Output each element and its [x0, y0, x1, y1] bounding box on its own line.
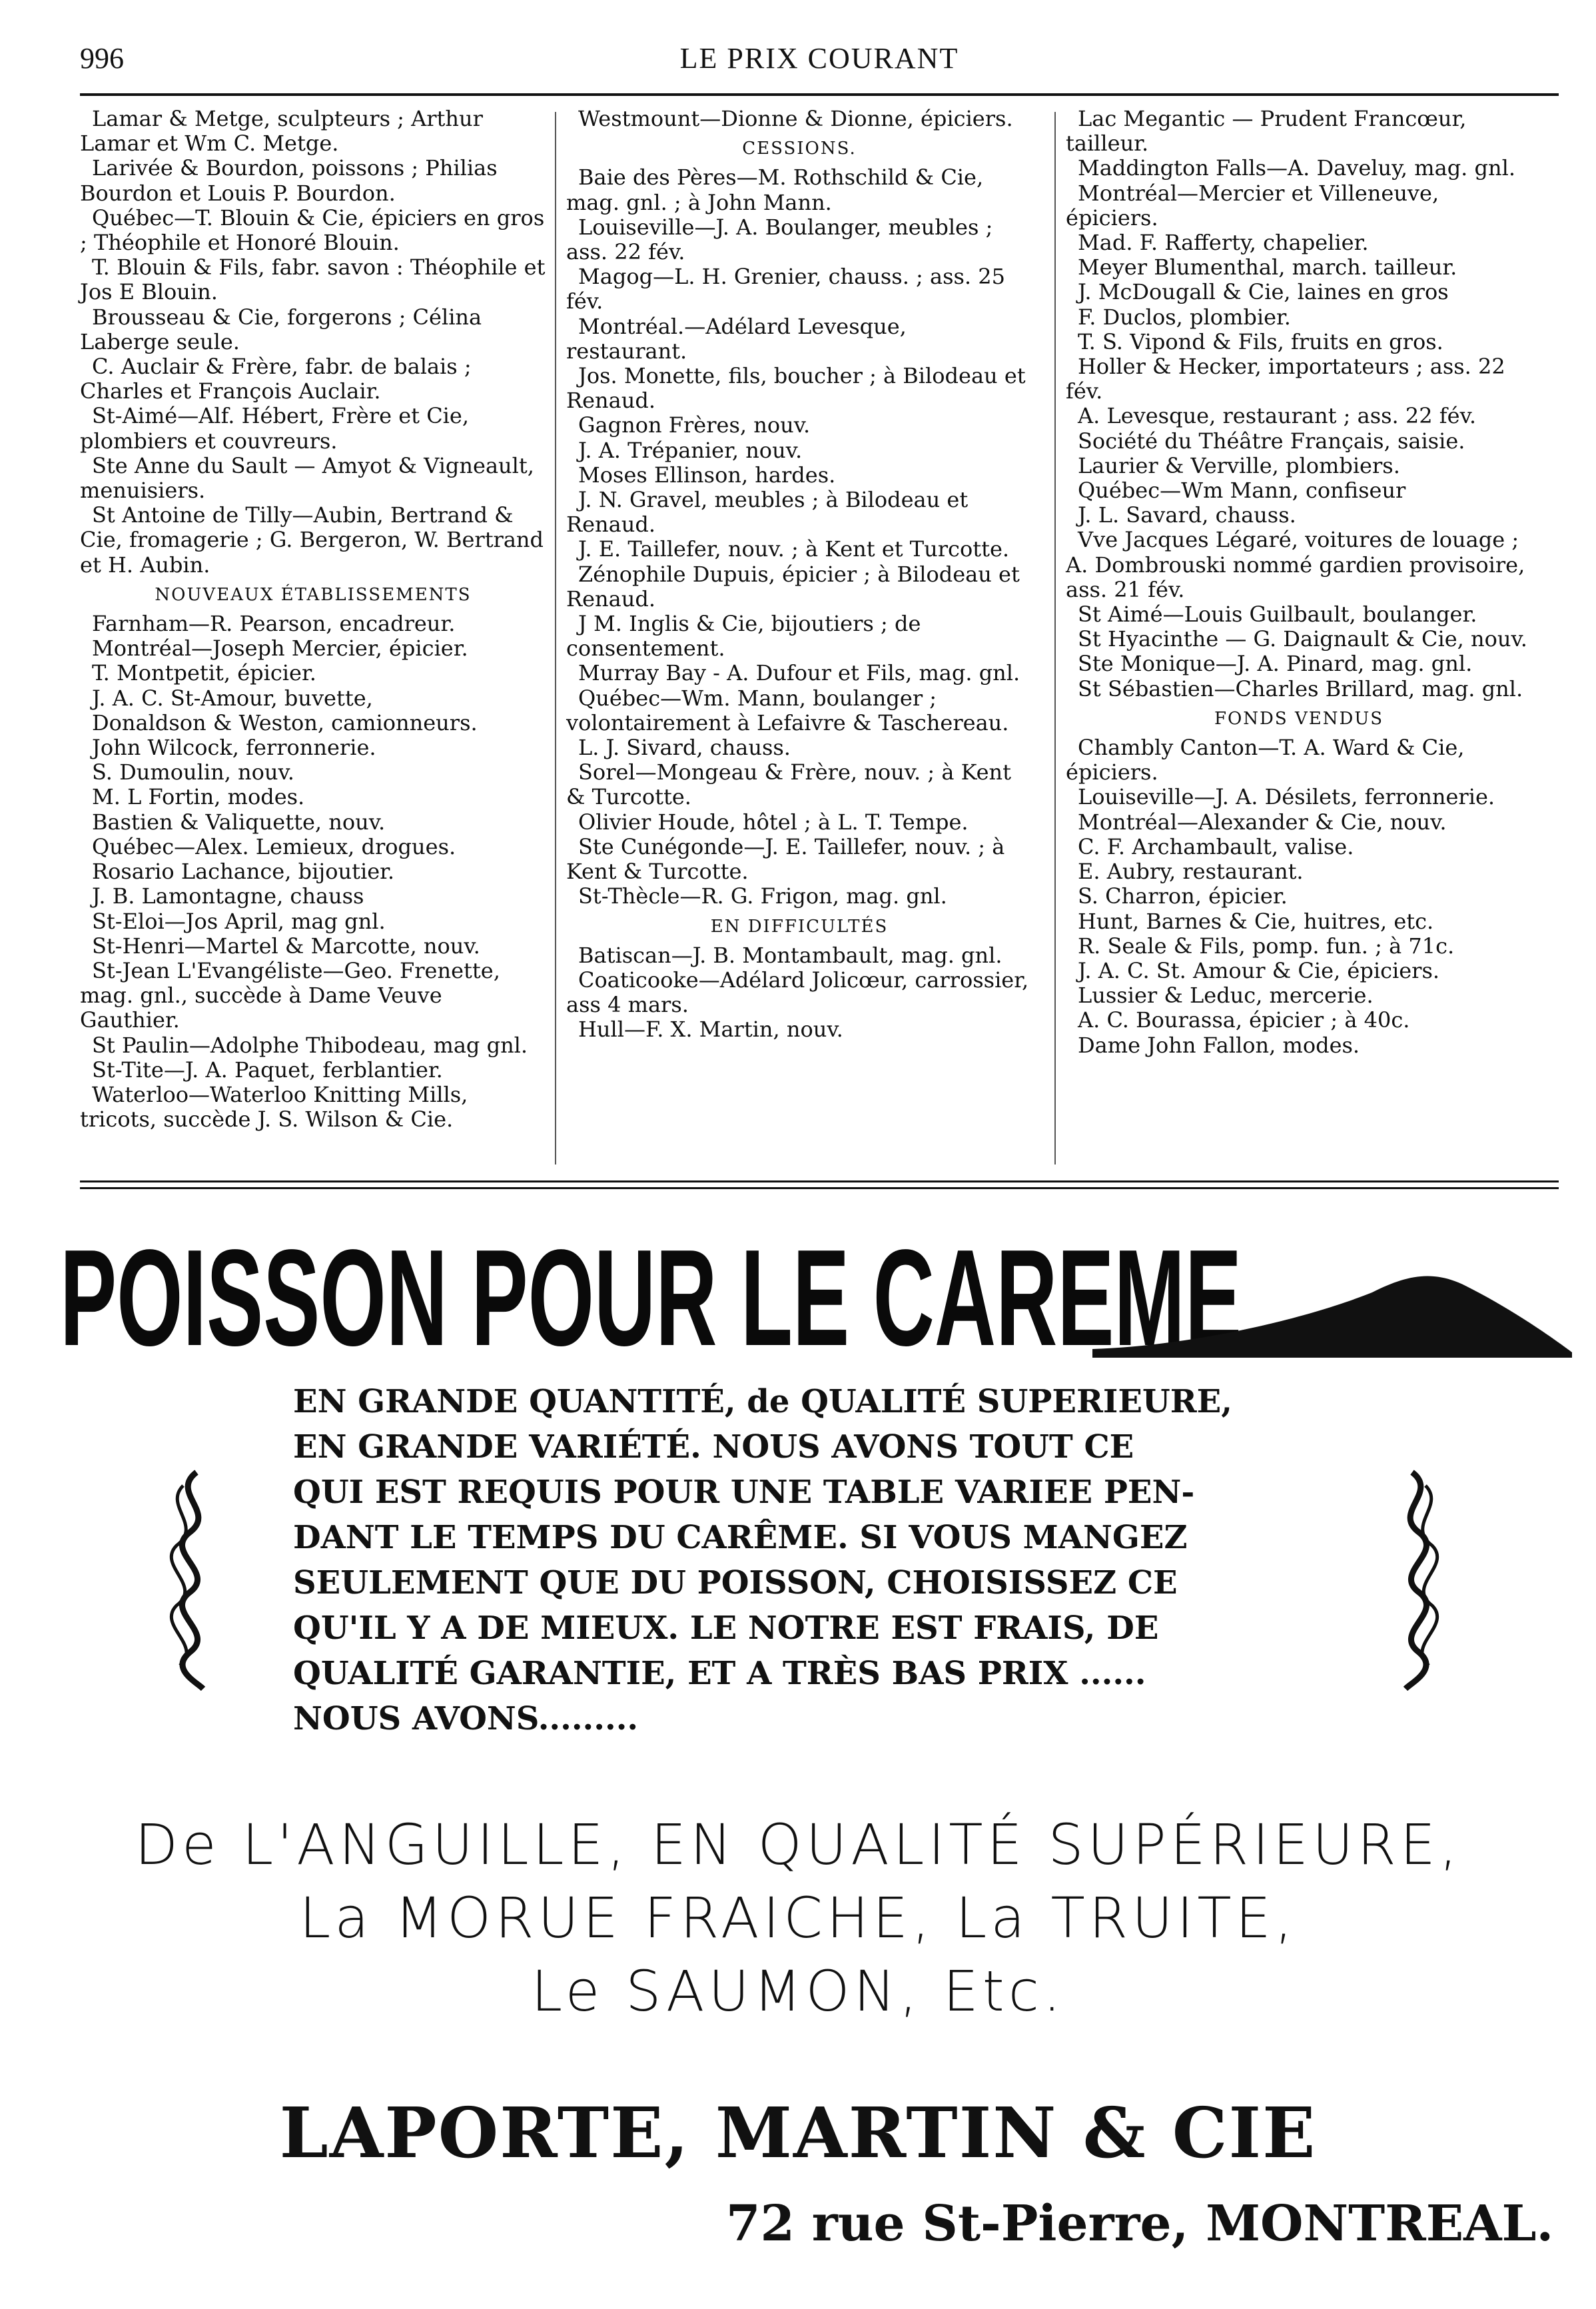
- listing-entry: S. Dumoulin, nouv.: [92, 759, 294, 785]
- listing-entry: Baie des Pères—M. Rothschild & Cie, mag. gnl. ; à John Mann.: [566, 165, 984, 215]
- listing-entry: J. A. Trépanier, nouv.: [578, 437, 803, 463]
- column-1: [80, 107, 546, 1132]
- section-heading: CESSIONS.: [742, 139, 857, 159]
- listing-entry: Hull—F. X. Martin, nouv.: [578, 1017, 843, 1043]
- section-heading: EN DIFFICULTÉS: [710, 916, 889, 937]
- listing-entry: Montréal—Alexander & Cie, nouv.: [1078, 809, 1447, 835]
- listing-entry: F. Duclos, plombier.: [1078, 304, 1291, 330]
- firm-name: LAPORTE, MARTIN & CIE: [279, 2092, 1317, 2174]
- listing-entry: St Antoine de Tilly—Aubin, Bertrand & Cie, fromagerie ; G. Bergeron, W. Bertrand et H. Aubin.: [80, 502, 544, 578]
- listing-entry: Waterloo—Waterloo Knitting Mills, tricots, succède J. S. Wilson & Cie.: [80, 1081, 468, 1133]
- listing-entry: C. F. Archambault, valise.: [1078, 833, 1354, 859]
- listing-entry: Ste Monique—J. A. Pinard, mag. gnl.: [1078, 651, 1473, 677]
- listing-entry: E. Aubry, restaurant.: [1078, 859, 1304, 885]
- advert-line: QUALITÉ GARANTIE, ET A TRÈS BAS PRIX ......: [293, 1655, 1146, 1692]
- listing-entry: Moses Ellinson, hardes.: [578, 462, 836, 488]
- listing-entry: Vve Jacques Légaré, voitures de louage ; A. Dombrouski nommé gardien provisoire, ass. 21 fév.: [1066, 527, 1525, 602]
- page-header: [80, 37, 1559, 91]
- listing-entry: Lussier & Leduc, mercerie.: [1078, 983, 1374, 1009]
- listing-entry: Gagnon Frères, nouv.: [578, 412, 811, 438]
- ornament-scroll-left: [150, 1466, 230, 1692]
- listing-entry: Larivée & Bourdon, poissons ; Philias Bourdon et Louis P. Bourdon.: [80, 155, 498, 206]
- listing-entry: St-Henri—Martel & Marcotte, nouv.: [92, 933, 480, 959]
- fish-line-1: De L'ANGUILLE, EN QUALITÉ SUPÉRIEURE,: [135, 1812, 1461, 1877]
- column-3: [1066, 107, 1532, 1058]
- listing-entry: Société du Théâtre Français, saisie.: [1078, 428, 1465, 454]
- listing-entry: Bastien & Valiquette, nouv.: [92, 809, 386, 835]
- firm-address: 72 rue St-Pierre, MONTREAL.: [726, 2195, 1554, 2252]
- listing-entry: J. L. Savard, chauss.: [1078, 502, 1296, 528]
- listing-entry: Brousseau & Cie, forgerons ; Célina Laberge seule.: [80, 304, 482, 354]
- listing-entry: J. N. Gravel, meubles ; à Bilodeau et Renaud.: [566, 487, 969, 538]
- listing-entry: Montréal—Mercier et Villeneuve, épiciers.: [1066, 180, 1439, 231]
- listing-entry: Laurier & Verville, plombiers.: [1078, 452, 1400, 478]
- listing-entry: Montréal.—Adélard Levesque, restaurant.: [566, 313, 907, 364]
- listing-entry: T. Montpetit, épicier.: [92, 660, 316, 686]
- headline-swoosh: [1092, 1259, 1572, 1359]
- ornament-scroll-right: [1379, 1466, 1459, 1692]
- section-heading: NOUVEAUX ÉTABLISSEMENTS: [155, 584, 472, 605]
- section-rule-bottom: [80, 1187, 1559, 1189]
- listing-entry: L. J. Sivard, chauss.: [578, 735, 791, 761]
- advert-line: EN GRANDE VARIÉTÉ. NOUS AVONS TOUT CE: [293, 1428, 1134, 1466]
- advert-headline: POISSON POUR LE CAREME: [60, 1221, 1242, 1374]
- fish-line-3: Le SAUMON, Etc.: [531, 1959, 1065, 2024]
- listing-entry: Québec—Wm. Mann, boulanger ; volontairement à Lefaivre & Taschereau.: [566, 685, 1009, 735]
- column-divider: [555, 112, 556, 1164]
- section-heading: FONDS VENDUS: [1214, 708, 1384, 729]
- advert-line: DANT LE TEMPS DU CARÊME. SI VOUS MANGEZ: [293, 1519, 1188, 1556]
- listing-entry: C. Auclair & Frère, fabr. de balais ; Charles et François Auclair.: [80, 354, 472, 404]
- listing-entry: Louiseville—J. A. Désilets, ferronnerie.: [1078, 784, 1495, 810]
- listing-entry: Batiscan—J. B. Montambault, mag. gnl.: [578, 942, 1002, 968]
- listing-entry: Meyer Blumenthal, march. tailleur.: [1078, 254, 1457, 280]
- listing-entry: J. A. C. St. Amour & Cie, épiciers.: [1078, 957, 1440, 983]
- listing-entry: J. A. C. St-Amour, buvette,: [92, 685, 373, 711]
- listing-entry: J. McDougall & Cie, laines en gros: [1078, 279, 1449, 305]
- listing-entry: J M. Inglis & Cie, bijoutiers ; de consentement.: [566, 611, 921, 662]
- listing-columns: [80, 107, 1559, 1166]
- listing-entry: Donaldson & Weston, camionneurs.: [92, 709, 478, 735]
- listing-entry: St-Thècle—R. G. Frigon, mag. gnl.: [578, 883, 947, 909]
- listing-entry: J. B. Lamontagne, chauss: [92, 883, 364, 909]
- listing-entry: Montréal—Joseph Mercier, épicier.: [92, 636, 468, 662]
- listing-entry: Holler & Hecker, importateurs ; ass. 22 fév.: [1066, 354, 1505, 404]
- listing-entry: St-Eloi—Jos April, mag gnl.: [92, 908, 386, 934]
- listing-entry: Sorel—Mongeau & Frère, nouv. ; à Kent & Turcotte.: [566, 759, 1012, 810]
- listing-entry: T. S. Vipond & Fils, fruits en gros.: [1078, 328, 1443, 354]
- section-rule-top: [80, 1180, 1559, 1182]
- listing-entry: S. Charron, épicier.: [1078, 883, 1288, 909]
- listing-entry: Lac Megantic — Prudent Francœur, tailleur.: [1066, 106, 1467, 157]
- column-2: [566, 107, 1032, 1043]
- listing-entry: Coaticooke—Adélard Jolicœur, carrossier, ass 4 mars.: [566, 967, 1029, 1018]
- journal-title: LE PRIX COURANT: [679, 42, 959, 75]
- advert-line: EN GRANDE QUANTITÉ, de QUALITÉ SUPERIEURE,: [293, 1383, 1232, 1420]
- listing-entry: Jos. Monette, fils, boucher ; à Bilodeau et Renaud.: [566, 363, 1026, 414]
- listing-entry: Farnham—R. Pearson, encadreur.: [92, 611, 456, 637]
- listing-entry: Maddington Falls—A. Daveluy, mag. gnl.: [1078, 155, 1516, 181]
- listing-entry: St-Tite—J. A. Paquet, ferblantier.: [92, 1057, 443, 1083]
- advert-line: QU'IL Y A DE MIEUX. LE NOTRE EST FRAIS, DE: [293, 1610, 1159, 1647]
- listing-entry: Rosario Lachance, bijoutier.: [92, 859, 395, 885]
- listing-entry: Murray Bay - A. Dufour et Fils, mag. gnl.: [578, 660, 1020, 686]
- listing-entry: Zénophile Dupuis, épicier ; à Bilodeau et Renaud.: [566, 561, 1020, 612]
- advert-line: QUI EST REQUIS POUR UNE TABLE VARIEE PEN-: [293, 1474, 1195, 1511]
- listing-entry: Ste Cunégonde—J. E. Taillefer, nouv. ; à Kent & Turcotte.: [566, 833, 1005, 885]
- listing-entry: Ste Anne du Sault — Amyot & Vigneault, menuisiers.: [80, 452, 534, 504]
- listing-entry: Louiseville—J. A. Boulanger, meubles ; ass. 22 fév.: [566, 214, 993, 265]
- listing-entry: J. E. Taillefer, nouv. ; à Kent et Turcotte.: [578, 536, 1010, 562]
- listing-entry: Québec—Wm Mann, confiseur: [1078, 478, 1406, 504]
- listing-entry: M. L Fortin, modes.: [92, 784, 305, 810]
- listing-entry: Dame John Fallon, modes.: [1078, 1032, 1360, 1058]
- advert-body: [293, 1379, 1346, 1741]
- listing-entry: Lamar & Metge, sculpteurs ; Arthur Lamar et Wm C. Metge.: [80, 106, 483, 157]
- header-rule: [80, 93, 1559, 96]
- page-number: 996: [80, 42, 124, 75]
- listing-entry: Hunt, Barnes & Cie, huitres, etc.: [1078, 908, 1434, 934]
- listing-entry: St Sébastien—Charles Brillard, mag. gnl.: [1078, 676, 1523, 701]
- listing-entry: A. Levesque, restaurant ; ass. 22 fév.: [1078, 403, 1477, 429]
- listing-entry: St Hyacinthe — G. Daignault & Cie, nouv.: [1078, 626, 1527, 652]
- listing-entry: St Paulin—Adolphe Thibodeau, mag gnl.: [92, 1032, 528, 1058]
- listing-entry: Chambly Canton—T. A. Ward & Cie, épiciers.: [1066, 735, 1465, 785]
- listing-entry: John Wilcock, ferronnerie.: [92, 735, 376, 761]
- listing-entry: St-Aimé—Alf. Hébert, Frère et Cie, plombiers et couvreurs.: [80, 403, 470, 454]
- advert-line: NOUS AVONS.........: [293, 1700, 639, 1737]
- listing-entry: A. C. Bourassa, épicier ; à 40c.: [1078, 1007, 1410, 1033]
- listing-entry: Olivier Houde, hôtel ; à L. T. Tempe.: [578, 809, 969, 835]
- listing-entry: Québec—T. Blouin & Cie, épiciers en gros ; Théophile et Honoré Blouin.: [80, 205, 545, 256]
- advert-line: SEULEMENT QUE DU POISSON, CHOISISSEZ CE: [293, 1564, 1178, 1602]
- listing-entry: St Aimé—Louis Guilbault, boulanger.: [1078, 602, 1477, 628]
- listing-entry: Mad. F. Rafferty, chapelier.: [1078, 230, 1369, 256]
- listing-entry: Westmount—Dionne & Dionne, épiciers.: [578, 106, 1013, 131]
- listing-entry: Québec—Alex. Lemieux, drogues.: [92, 833, 456, 859]
- listing-entry: R. Seale & Fils, pomp. fun. ; à 71c.: [1078, 933, 1455, 959]
- column-divider: [1054, 112, 1056, 1164]
- listing-entry: Magog—L. H. Grenier, chauss. ; ass. 25 fév.: [566, 264, 1005, 314]
- listing-entry: St-Jean L'Evangéliste—Geo. Frenette, mag. gnl., succède à Dame Veuve Gauthier.: [80, 957, 500, 1033]
- listing-entry: T. Blouin & Fils, fabr. savon : Théophile et Jos E Blouin.: [80, 254, 546, 305]
- fish-line-2: La MORUE FRAICHE, La TRUITE,: [299, 1885, 1297, 1951]
